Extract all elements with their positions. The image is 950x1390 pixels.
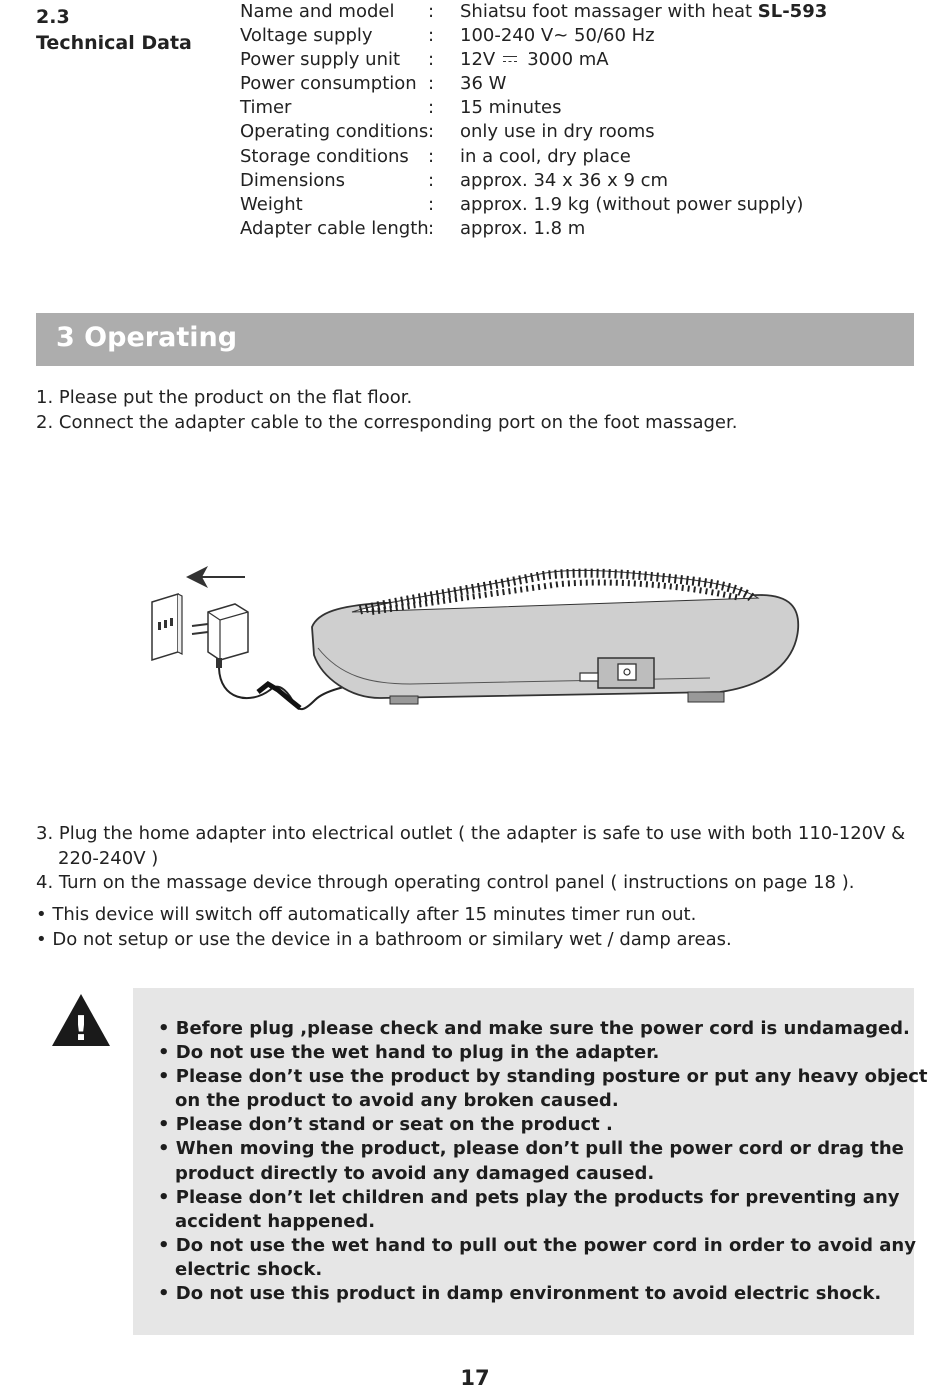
wall-outlet-icon bbox=[152, 594, 182, 660]
spec-row bbox=[240, 120, 827, 144]
spec-label: Power supply unit bbox=[240, 49, 401, 71]
foot-massager-icon bbox=[312, 570, 798, 704]
warning-symbol: ! bbox=[73, 1009, 89, 1048]
spec-value: approx. 1.8 m bbox=[460, 217, 586, 239]
power-adapter-icon bbox=[192, 604, 248, 668]
model-number: SL-593 bbox=[757, 1, 828, 22]
warning-item: • Please don’t stand or seat on the product . bbox=[158, 1114, 613, 1136]
spec-label: Power consumption bbox=[240, 73, 417, 95]
spec-value bbox=[460, 48, 609, 72]
step-item-continuation: 220-240V ) bbox=[58, 847, 159, 869]
spec-row bbox=[240, 169, 827, 193]
warning-box bbox=[133, 988, 928, 1335]
warning-item-continuation: on the product to avoid any broken caused. bbox=[175, 1090, 619, 1112]
spec-value-prefix: 12V bbox=[460, 49, 496, 71]
spec-label: Timer bbox=[240, 97, 292, 119]
spec-row bbox=[240, 72, 827, 96]
warning-item: • Please don’t use the product by standing posture or put any heavy object bbox=[158, 1066, 928, 1088]
spec-colon: : bbox=[428, 73, 435, 95]
spec-value: 15 minutes bbox=[460, 97, 562, 119]
steps-list-bottom bbox=[36, 822, 905, 896]
spec-colon: : bbox=[428, 25, 435, 47]
spec-row bbox=[240, 0, 827, 24]
step-item: 1. Please put the product on the flat floor. bbox=[36, 387, 413, 408]
warning-list bbox=[158, 1017, 927, 1306]
spec-label: Dimensions bbox=[240, 169, 346, 191]
spec-value: 36 W bbox=[460, 73, 507, 95]
step-item: 3. Plug the home adapter into electrical outlet ( the adapter is safe to use with both 110-120V & bbox=[36, 823, 906, 844]
page-number: 17 bbox=[460, 1366, 490, 1390]
warning-item: • When moving the product, please don’t pull the power cord or drag the bbox=[158, 1138, 904, 1160]
spec-row bbox=[240, 96, 827, 120]
spec-value: approx. 34 x 36 x 9 cm bbox=[460, 169, 669, 191]
warning-item-continuation: electric shock. bbox=[175, 1258, 323, 1280]
warning-item: • Please don’t let children and pets play the products for preventing any bbox=[158, 1186, 900, 1208]
spec-colon: : bbox=[428, 1, 435, 22]
spec-label: Operating conditions bbox=[240, 121, 429, 143]
warning-item: • Do not use this product in damp environment to avoid electric shock. bbox=[158, 1283, 882, 1305]
warning-triangle-icon bbox=[50, 992, 112, 1048]
step-item: 2. Connect the adapter cable to the corresponding port on the foot massager. bbox=[36, 411, 738, 433]
spec-colon: : bbox=[428, 97, 435, 119]
warning-item-continuation: accident happened. bbox=[175, 1210, 376, 1232]
spec-label: Storage conditions bbox=[240, 145, 409, 167]
spec-label: Name and model bbox=[240, 1, 395, 22]
spec-value bbox=[460, 0, 827, 24]
spec-label: Voltage supply bbox=[240, 25, 373, 47]
notes-list bbox=[36, 903, 732, 952]
spec-value: 100-240 V~ 50/60 Hz bbox=[460, 25, 655, 47]
spec-colon: : bbox=[428, 217, 435, 239]
spec-colon: : bbox=[428, 145, 435, 167]
spec-value-text: Shiatsu foot massager with heat bbox=[460, 1, 753, 22]
spec-value: only use in dry rooms bbox=[460, 121, 655, 143]
spec-colon: : bbox=[428, 121, 435, 143]
warning-item: • Before plug ,please check and make sure the power cord is undamaged. bbox=[158, 1018, 910, 1039]
arrow-left-icon bbox=[186, 566, 245, 588]
section-title: Technical Data bbox=[36, 32, 192, 54]
step-item: 4. Turn on the massage device through operating control panel ( instructions on page 18 ). bbox=[36, 872, 855, 893]
spec-colon: : bbox=[428, 193, 435, 215]
spec-table bbox=[240, 0, 827, 241]
spec-label: Weight bbox=[240, 193, 303, 215]
note-item: • Do not setup or use the device in a bathroom or similary wet / damp areas. bbox=[36, 928, 732, 950]
spec-row bbox=[240, 48, 827, 72]
dc-current-icon bbox=[503, 56, 517, 64]
note-item: • This device will switch off automatically after 15 minutes timer run out. bbox=[36, 904, 697, 925]
section-heading bbox=[36, 4, 192, 56]
spec-row bbox=[240, 24, 827, 48]
spec-value: approx. 1.9 kg (without power supply) bbox=[460, 193, 804, 215]
section-banner-title: 3 Operating bbox=[56, 322, 238, 353]
warning-item: • Do not use the wet hand to plug in the adapter. bbox=[158, 1042, 660, 1064]
spec-value: in a cool, dry place bbox=[460, 145, 631, 167]
warning-item: • Do not use the wet hand to pull out the power cord in order to avoid any bbox=[158, 1234, 916, 1256]
spec-label: Adapter cable length bbox=[240, 217, 429, 239]
spec-row bbox=[240, 145, 827, 169]
spec-row bbox=[240, 193, 827, 217]
setup-illustration bbox=[140, 560, 810, 730]
section-number: 2.3 bbox=[36, 6, 70, 28]
section-banner bbox=[36, 313, 914, 366]
spec-colon: : bbox=[428, 169, 435, 191]
spec-row bbox=[240, 217, 827, 241]
steps-list-top bbox=[36, 386, 737, 435]
spec-colon: : bbox=[428, 49, 435, 71]
warning-item-continuation: product directly to avoid any damaged caused. bbox=[175, 1162, 655, 1184]
spec-value-suffix: 3000 mA bbox=[527, 49, 609, 71]
